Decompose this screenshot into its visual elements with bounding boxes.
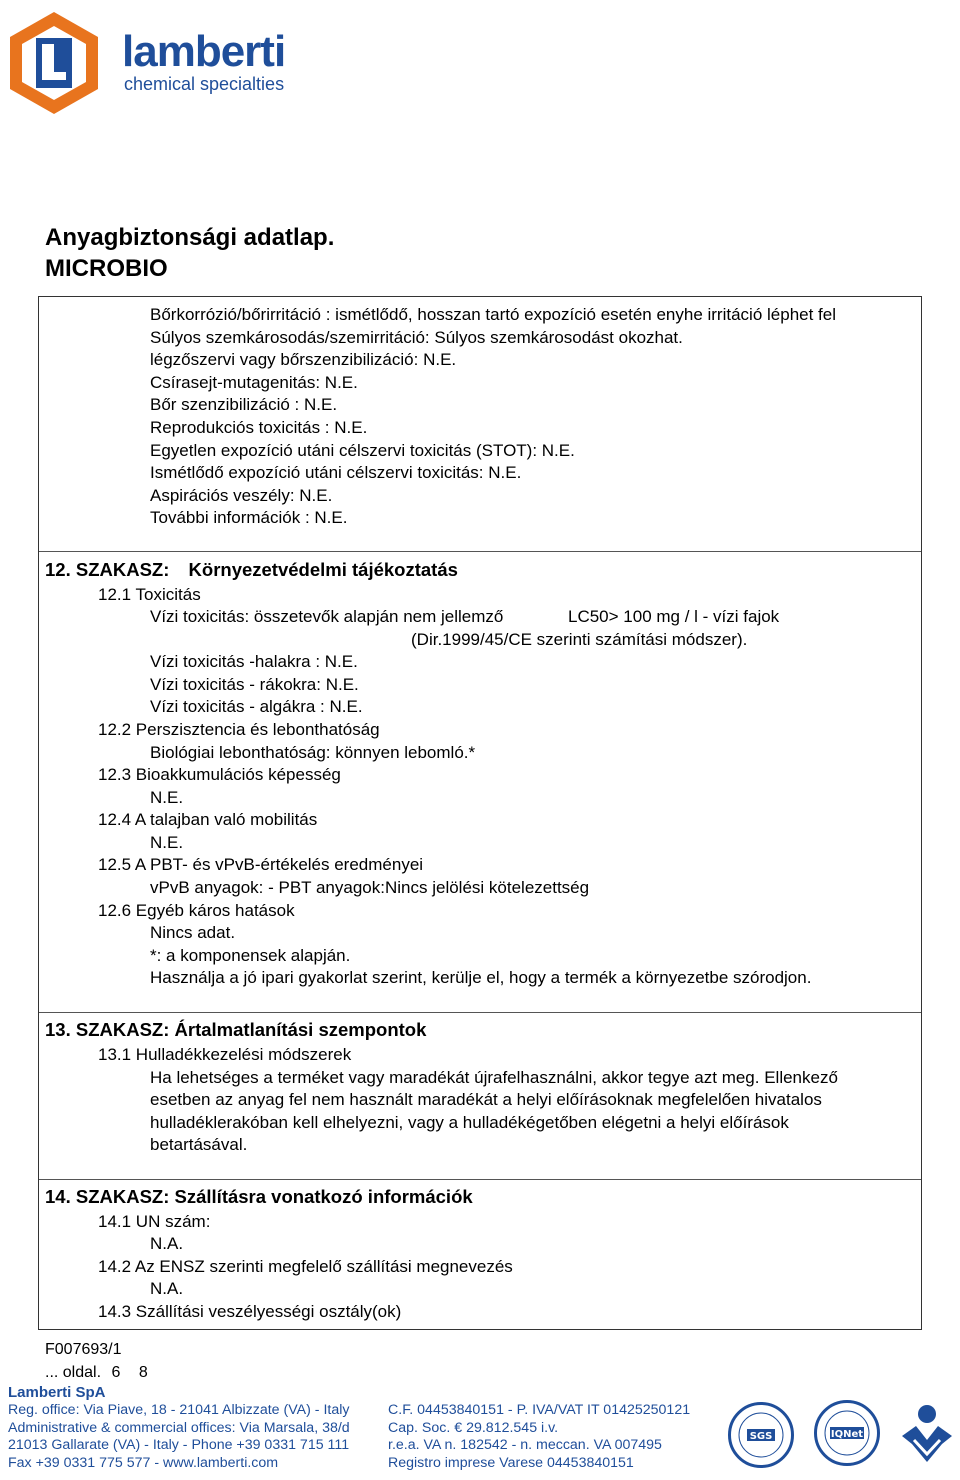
section-14-heading: 14. SZAKASZ: Szállításra vonatkozó információk — [45, 1186, 473, 1207]
company-address-line: Reg. office: Via Piave, 18 - 21041 Albizzate (VA) - Italy — [8, 1402, 350, 1418]
document-title: Anyagbiztonsági adatlap. — [45, 224, 335, 251]
bioaccumulation-text: N.E. — [150, 788, 184, 807]
biodegradability-text: Biológiai lebonthatóság: könnyen lebomló.* — [150, 743, 476, 762]
company-contact-line: Fax +39 0331 775 577 - www.lamberti.com — [8, 1455, 279, 1471]
page-label: ... oldal. — [45, 1364, 102, 1381]
document-code: F007693/1 — [45, 1341, 122, 1358]
other-effects-text-1: Nincs adat. — [150, 923, 236, 942]
company-registration-line: Cap. Soc. € 29.812.545 i.v. — [388, 1420, 559, 1436]
brand-name: lamberti — [122, 27, 286, 76]
soil-mobility-text: N.E. — [150, 833, 184, 852]
company-address-line: Administrative & commercial offices: Via Marsala, 38/d — [8, 1420, 350, 1436]
company-name: Lamberti SpA — [8, 1384, 106, 1401]
subsection-12-6: 12.6 Egyéb káros hatások — [98, 901, 295, 920]
aquatic-tox-method: (Dir.1999/45/CE szerinti számítási módszer). — [411, 630, 748, 649]
company-registration-line: r.e.a. VA n. 182542 - n. meccan. VA 007495 — [388, 1437, 662, 1453]
tox-line-reproductive: Reprodukciós toxicitás : N.E. — [150, 418, 368, 437]
aquatic-tox-value: LC50> 100 mg / l - vízi fajok — [568, 607, 780, 626]
brand-subtitle: chemical specialties — [124, 74, 285, 94]
lamberti-logo-icon — [8, 10, 100, 116]
aquatic-tox-fish: Vízi toxicitás -halakra : N.E. — [150, 652, 358, 671]
disposal-text-line: esetben az anyag fel nem használt maradékát a helyi előírásoknak megfelelően hivatalos — [150, 1090, 822, 1109]
page-number: 6 — [111, 1364, 121, 1381]
subsection-12-2: 12.2 Perszisztencia és lebonthatóság — [98, 720, 380, 739]
sgs-seal-text: SGS — [749, 1431, 773, 1442]
iqnet-certification-icon — [814, 1400, 880, 1466]
subsection-12-4: 12.4 A talajban való mobilitás — [98, 810, 318, 829]
aquatic-tox-algae: Vízi toxicitás - algákra : N.E. — [150, 697, 363, 716]
company-address-line: 21013 Gallarate (VA) - Italy - Phone +39 0331 715 111 — [8, 1437, 350, 1453]
shipping-name-value: N.A. — [150, 1279, 184, 1298]
subsection-12-1: 12.1 Toxicitás — [98, 585, 201, 604]
section-12-heading — [45, 559, 458, 581]
company-registration-line: C.F. 04453840151 - P. IVA/VAT IT 01425250121 — [388, 1402, 691, 1418]
product-name: MICROBIO — [45, 255, 168, 282]
page-total: 8 — [138, 1364, 148, 1381]
other-effects-text-3: Használja a jó ipari gyakorlat szerint, kerülje el, hogy a termék a környezetbe szórodjon. — [150, 968, 812, 987]
iqnet-seal-text: IQNet — [830, 1429, 864, 1440]
section-12-number: 12. SZAKASZ: — [45, 559, 170, 580]
tox-line-further-info: További információk : N.E. — [150, 508, 348, 527]
subsection-12-3: 12.3 Bioakkumulációs képesség — [98, 765, 341, 784]
aquatic-tox-line: Vízi toxicitás: összetevők alapján nem jellemző — [150, 607, 504, 626]
responsible-care-icon — [898, 1400, 956, 1470]
tox-line-eye-damage: Súlyos szemkárosodás/szemirritáció: Súlyos szemkárosodást okozhat. — [150, 328, 683, 347]
tox-line-aspiration: Aspirációs veszély: N.E. — [150, 486, 333, 505]
subsection-13-1: 13.1 Hulladékkezelési módszerek — [98, 1045, 352, 1064]
tox-line-sensitisation: légzőszervi vagy bőrszenzibilizáció: N.E. — [150, 350, 457, 369]
disposal-text-line: Ha lehetséges a terméket vagy maradékát újrafelhasználni, akkor tegye azt meg. Ellenkező — [150, 1068, 838, 1087]
section-divider — [39, 1012, 921, 1013]
disposal-text-line: betartásával. — [150, 1135, 248, 1154]
section-12-title: Környezetvédelmi tájékoztatás — [188, 559, 458, 580]
subsection-14-1: 14.1 UN szám: — [98, 1212, 211, 1231]
company-registration-line: Registro imprese Varese 04453840151 — [388, 1455, 634, 1471]
un-number-value: N.A. — [150, 1234, 184, 1253]
sgs-certification-icon — [728, 1402, 794, 1468]
page-indicator — [45, 1362, 148, 1384]
section-divider — [39, 1179, 921, 1180]
disposal-text-line: hulladéklerakóban kell elhelyezni, vagy a hulladékégetőben elégetni a helyi előírások — [150, 1113, 789, 1132]
tox-line-skin-sensitisation: Bőr szenzibilizáció : N.E. — [150, 395, 338, 414]
subsection-14-3: 14.3 Szállítási veszélyességi osztály(ok) — [98, 1302, 402, 1321]
other-effects-text-2: *: a komponensek alapján. — [150, 946, 351, 965]
tox-line-mutagenicity: Csírasejt-mutagenitás: N.E. — [150, 373, 358, 392]
section-13-heading: 13. SZAKASZ: Ártalmatlanítási szempontok — [45, 1019, 427, 1040]
subsection-14-2: 14.2 Az ENSZ szerinti megfelelő szállítási megnevezés — [98, 1257, 513, 1276]
tox-line-stot-single: Egyetlen expozíció utáni célszervi toxicitás (STOT): N.E. — [150, 441, 575, 460]
tox-line-stot-repeated: Ismétlődő expozíció utáni célszervi toxicitás: N.E. — [150, 463, 522, 482]
aquatic-tox-crustaceans: Vízi toxicitás - rákokra: N.E. — [150, 675, 359, 694]
section-divider — [39, 551, 921, 552]
pbt-vpvb-text: vPvB anyagok: - PBT anyagok:Nincs jelölési kötelezettség — [150, 878, 590, 897]
subsection-12-5: 12.5 A PBT- és vPvB-értékelés eredményei — [98, 855, 424, 874]
tox-line-skin-corrosion: Bőrkorrózió/bőrirritáció : ismétlődő, hosszan tartó expozíció esetén enyhe irritáció léphet fel — [150, 305, 837, 324]
